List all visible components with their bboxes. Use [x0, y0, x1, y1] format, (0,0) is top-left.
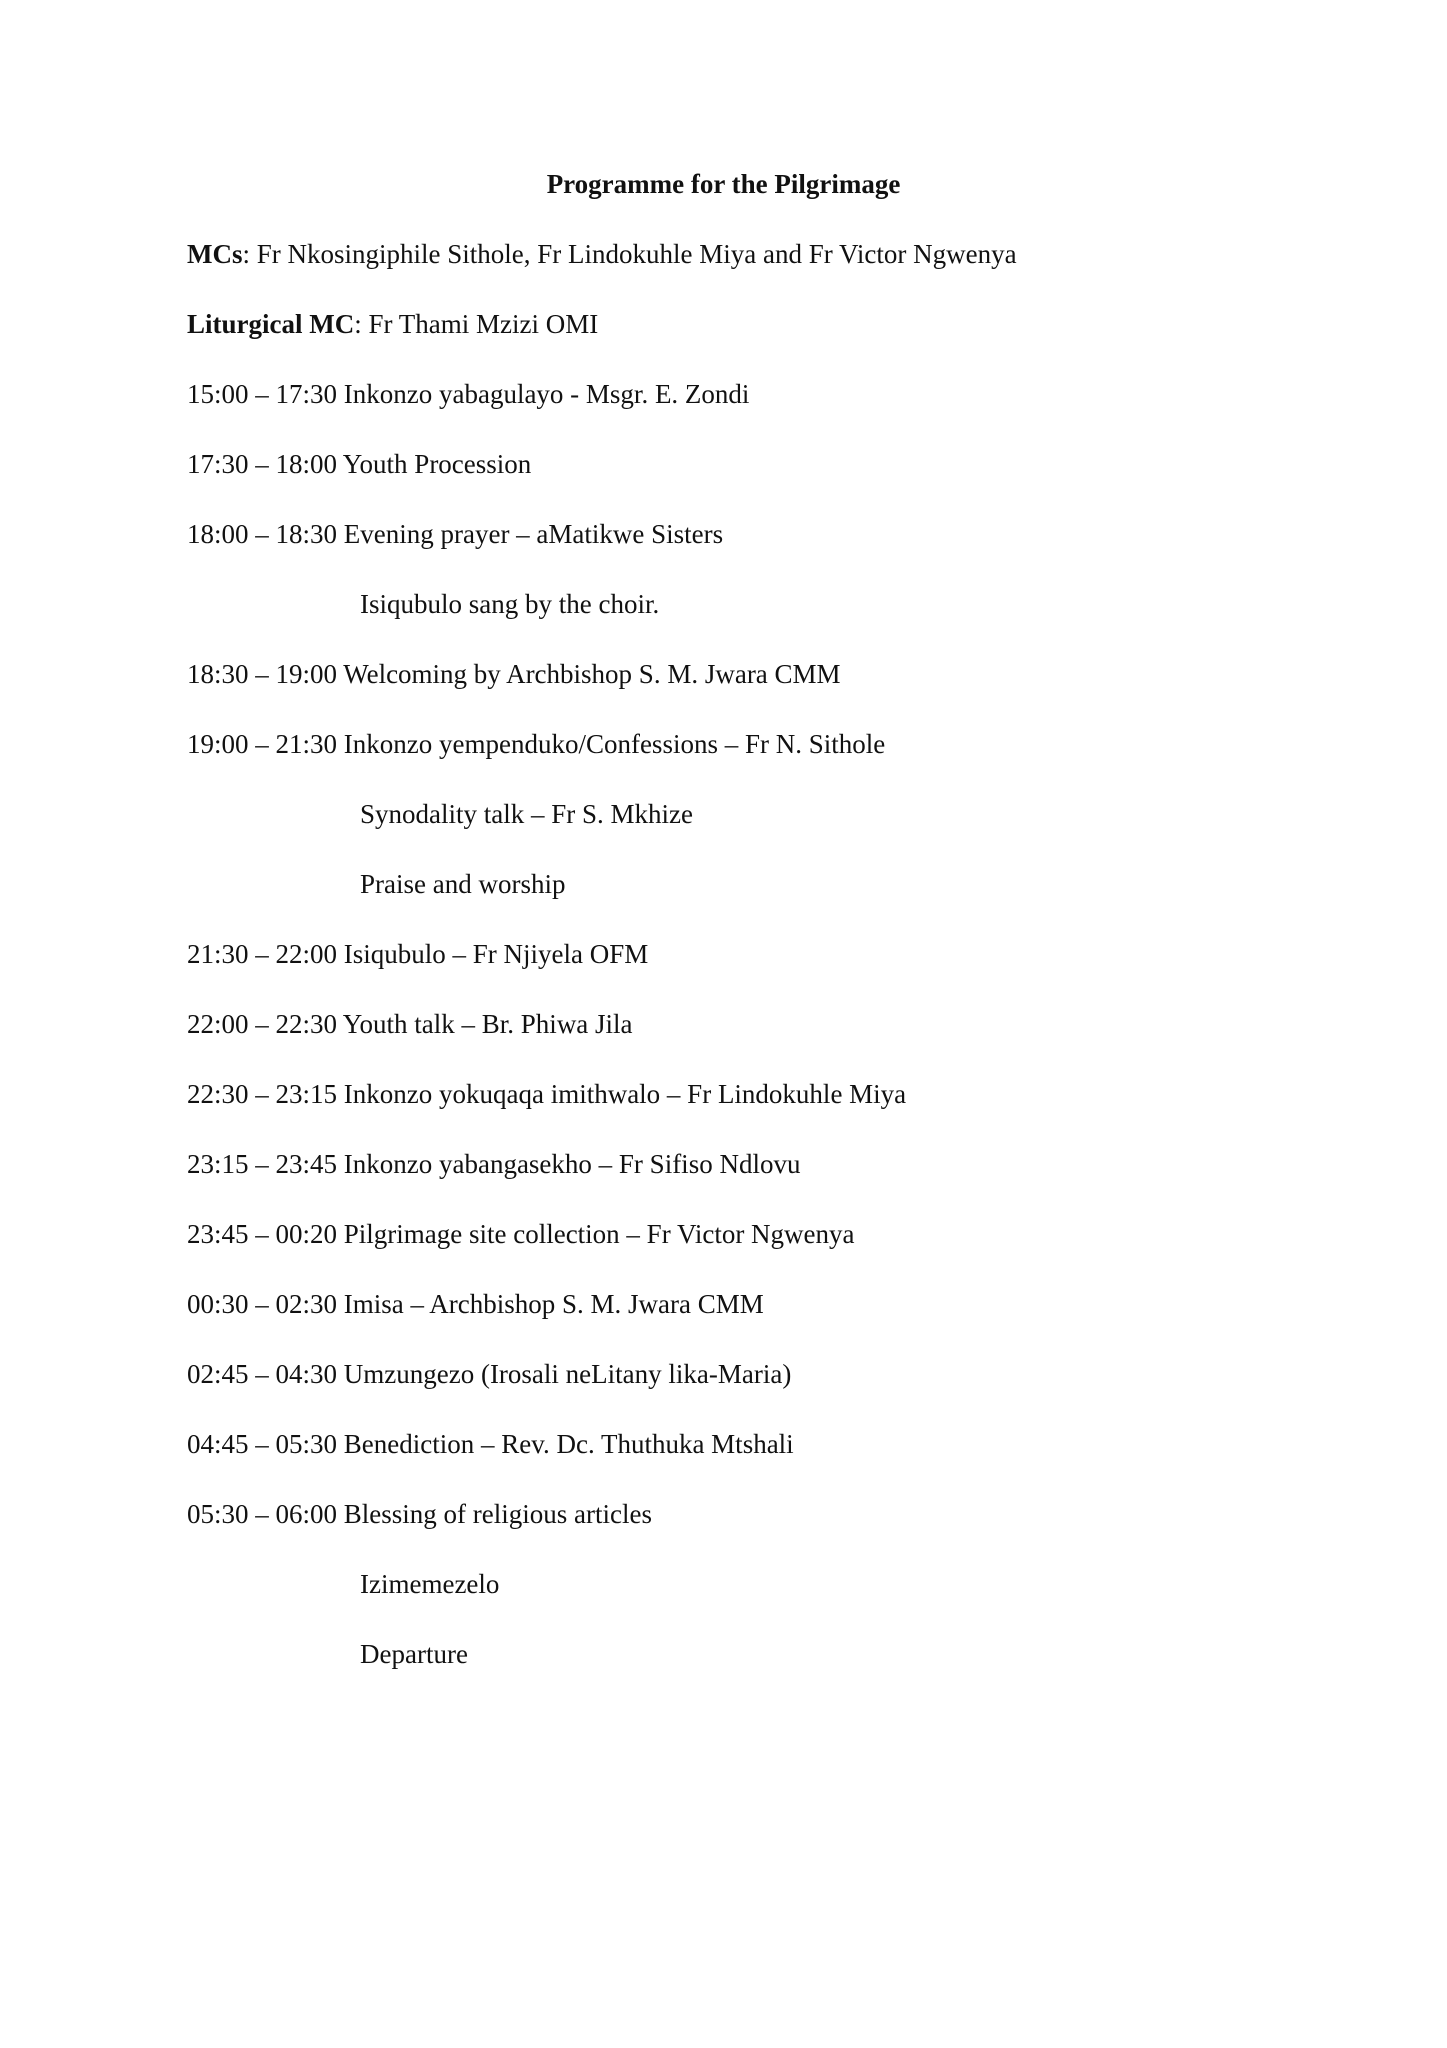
schedule-item: 23:45 – 00:20 Pilgrimage site collection – Fr Victor Ngwenya — [187, 1219, 855, 1249]
schedule-item: 15:00 – 17:30 Inkonzo yabagulayo - Msgr. E. Zondi — [187, 379, 750, 409]
schedule-item: 00:30 – 02:30 Imisa – Archbishop S. M. Jwara CMM — [187, 1289, 764, 1319]
schedule-subitem: Synodality talk – Fr S. Mkhize — [360, 799, 693, 829]
schedule-item: 21:30 – 22:00 Isiqubulo – Fr Njiyela OFM — [187, 939, 649, 969]
mcs-text: : Fr Nkosingiphile Sithole, Fr Lindokuhle Miya and Fr Victor Ngwenya — [242, 239, 1017, 269]
schedule-item: 17:30 – 18:00 Youth Procession — [187, 449, 532, 479]
schedule-item: 19:00 – 21:30 Inkonzo yempenduko/Confessions – Fr N. Sithole — [187, 729, 886, 759]
mcs-label: MCs — [187, 239, 243, 269]
schedule-item: 18:30 – 19:00 Welcoming by Archbishop S. M. Jwara CMM — [187, 659, 841, 689]
schedule-item: 18:00 – 18:30 Evening prayer – aMatikwe Sisters — [187, 519, 724, 549]
schedule-item: 05:30 – 06:00 Blessing of religious articles — [187, 1499, 652, 1529]
schedule-item: 02:45 – 04:30 Umzungezo (Irosali neLitany lika-Maria) — [187, 1359, 792, 1389]
schedule-item: 23:15 – 23:45 Inkonzo yabangasekho – Fr Sifiso Ndlovu — [187, 1149, 801, 1179]
liturgical-mc-label: Liturgical MC — [187, 309, 355, 339]
liturgical-mc-text: : Fr Thami Mzizi OMI — [354, 309, 599, 339]
document-title: Programme for the Pilgrimage — [546, 169, 901, 199]
schedule-item: 22:00 – 22:30 Youth talk – Br. Phiwa Jila — [187, 1009, 633, 1039]
schedule-subitem: Izimemezelo — [360, 1569, 500, 1599]
liturgical-mc-line — [187, 306, 598, 342]
schedule-subitem: Isiqubulo sang by the choir. — [360, 589, 660, 619]
schedule-subitem: Praise and worship — [360, 869, 566, 899]
schedule-subitem: Departure — [360, 1639, 468, 1669]
schedule-item: 04:45 – 05:30 Benediction – Rev. Dc. Thuthuka Mtshali — [187, 1429, 794, 1459]
mcs-line — [187, 236, 1017, 272]
schedule-item: 22:30 – 23:15 Inkonzo yokuqaqa imithwalo – Fr Lindokuhle Miya — [187, 1079, 907, 1109]
